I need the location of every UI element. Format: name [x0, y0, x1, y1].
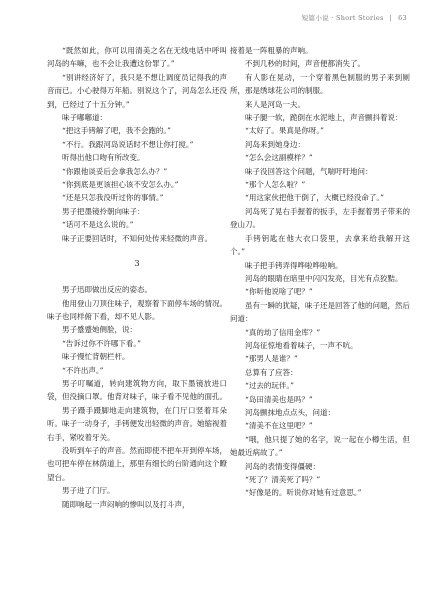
paragraph: 男子叮嘱道，转向建筑物方向，取下墨镜放进口袋，但没摘口罩。他背对味子，味子看不见他的面孔。 [47, 378, 227, 402]
paragraph: 味子嘟嘟道： [62, 113, 107, 123]
paragraph: 河岛死了晃右手握着的扳手，左手握着男子带来的登山刀。 [230, 206, 410, 230]
paragraph: 味子腿一软，跪倒在水泥地上，声音颤抖着说： [245, 113, 403, 123]
paragraph: “那个人怎么啦？” [245, 180, 306, 190]
header-separator: | [389, 14, 393, 22]
paragraph: 河岛的表情变得僵硬： [245, 461, 320, 471]
paragraph: 不到几秒的时间，声音便都消失了。 [245, 59, 365, 69]
paragraph: 手铐钥匙在他大衣口袋里，去拿来给我解开这个。” [230, 233, 410, 257]
paragraph: 接着是一阵粗暴的声响。 [230, 46, 313, 55]
paragraph: “用这家伙把他干倒了，大概已经没命了。” [245, 193, 384, 203]
paragraph: “真的劫了信用金库？” [245, 327, 321, 337]
paragraph: 来人是河岛一夫。 [245, 99, 305, 109]
paragraph: 男子把墨镜拎朝向味子： [62, 206, 145, 216]
paragraph: 男子蹑手蹑脚地走向建筑物，在门厅口竖着耳朵听。味子一动身子，手铐便发出轻微的声音。她缩视着右手，紧咬着牙关。 [47, 405, 227, 442]
paragraph: “你跟他谈妥后会拿我怎么办？” [62, 166, 168, 176]
paragraph: “哦，他只提了她的名字，说一起在小樽生活，但她最近病故了。” [230, 434, 410, 458]
paragraph: “岛田清美也是吗？” [245, 394, 313, 404]
paragraph: “那男人是谁？” [245, 354, 298, 364]
paragraph: 听得出他口吻有所改变。 [62, 153, 145, 163]
left-paragraphs-after [47, 283, 227, 511]
paragraph: 没听到车子的声音。然而即使不把车开到停车场，也可把车停在林荫道上，那里有细长的台阶通向这个瞭望台。 [47, 445, 227, 482]
paragraph: “话可不是这么说的。” [62, 220, 134, 230]
running-header [302, 13, 407, 22]
right-paragraphs [230, 44, 410, 500]
paragraph: “太好了。果真是你呀。” [245, 126, 324, 136]
paragraph: 总算有了应答： [245, 367, 298, 377]
paragraph: 河岛颤抹地点点头，问道： [245, 407, 335, 417]
left-column [47, 44, 227, 511]
right-column [230, 44, 410, 500]
paragraph: 有人影在晃动，一个穿着黑色制服的男子来到厕所，那是绣球花公司的制服。 [230, 72, 410, 96]
paragraph: “死了？清美死了吗？” [245, 475, 321, 484]
paragraph: 味子慢忙背朝栏杆。 [62, 352, 130, 362]
paragraph: “不行。我跟河岛说话时不想让你打搅。” [62, 139, 194, 149]
left-paragraphs-before [47, 44, 227, 245]
paragraph: “怎么会这副模样？” [245, 153, 313, 163]
collection-title: 短篇小说 · Short Stories [301, 14, 384, 22]
paragraph: “既然如此，你可以用清美之名在无线电话中呼叫河岛的车嘛，也不会让我遭这份罪了。” [47, 46, 227, 69]
paragraph: “好像是的。听说你对她有过意思。” [245, 488, 362, 498]
paragraph: 河岛的眼睛在暗里中闪闪发亮，目光有点狡黠。 [245, 273, 403, 283]
paragraph: 味子没回答这个问题，气喘吁吁地问： [245, 166, 373, 176]
paragraph: “别讲经济好了，我只是不想让调度员记得我的声音而已。小心驶得万年船。别说这个了，河岛怎么还没到，已经过了十五分钟。” [47, 72, 227, 109]
paragraph: “过去的玩伴。” [245, 381, 294, 391]
paragraph: “把这手铐解了吧，我不会跑的。” [62, 126, 171, 136]
paragraph: 味子把手铐弄得哗啦哗啦响。 [245, 260, 343, 270]
paragraph: 男子迅即做出反应的姿态。 [62, 285, 152, 295]
paragraph: “还是只怎我没听过你的事情。” [62, 193, 164, 203]
paragraph: 味子正要回话时，不知何处传来轻微的声音。 [62, 233, 212, 243]
paragraph: 河岛征惊地看着味子，一声不吭。 [245, 340, 358, 350]
section-number: 3 [134, 259, 140, 269]
paragraph: “你听他说啥了吧？” [245, 287, 313, 297]
paragraph: 随即响起一声闷响的惨叫以及打斗声， [62, 499, 190, 509]
paragraph: 河岛来到她身边： [245, 139, 305, 149]
paragraph: “告诉过你不许哪下看。” [62, 338, 141, 348]
paragraph: 男子进了门厅。 [62, 486, 115, 496]
paragraph: “清美不在这里吧？” [245, 421, 313, 431]
page-number: 63 [398, 14, 407, 22]
paragraph: 他用登山刀顶住味子，观察着下面停车场的情况。味子也同样俯下看，却不见人影。 [47, 298, 227, 321]
paragraph: 虽有一瞬的犹疑，味子还是回答了他的问题，然后问道： [230, 300, 410, 324]
paragraph: “不许出声。” [62, 365, 104, 375]
paragraph: 男子蹙蹙她侧脸，说： [62, 325, 137, 335]
paragraph: “你到底是更该担心该不安怎么办。” [62, 180, 179, 190]
